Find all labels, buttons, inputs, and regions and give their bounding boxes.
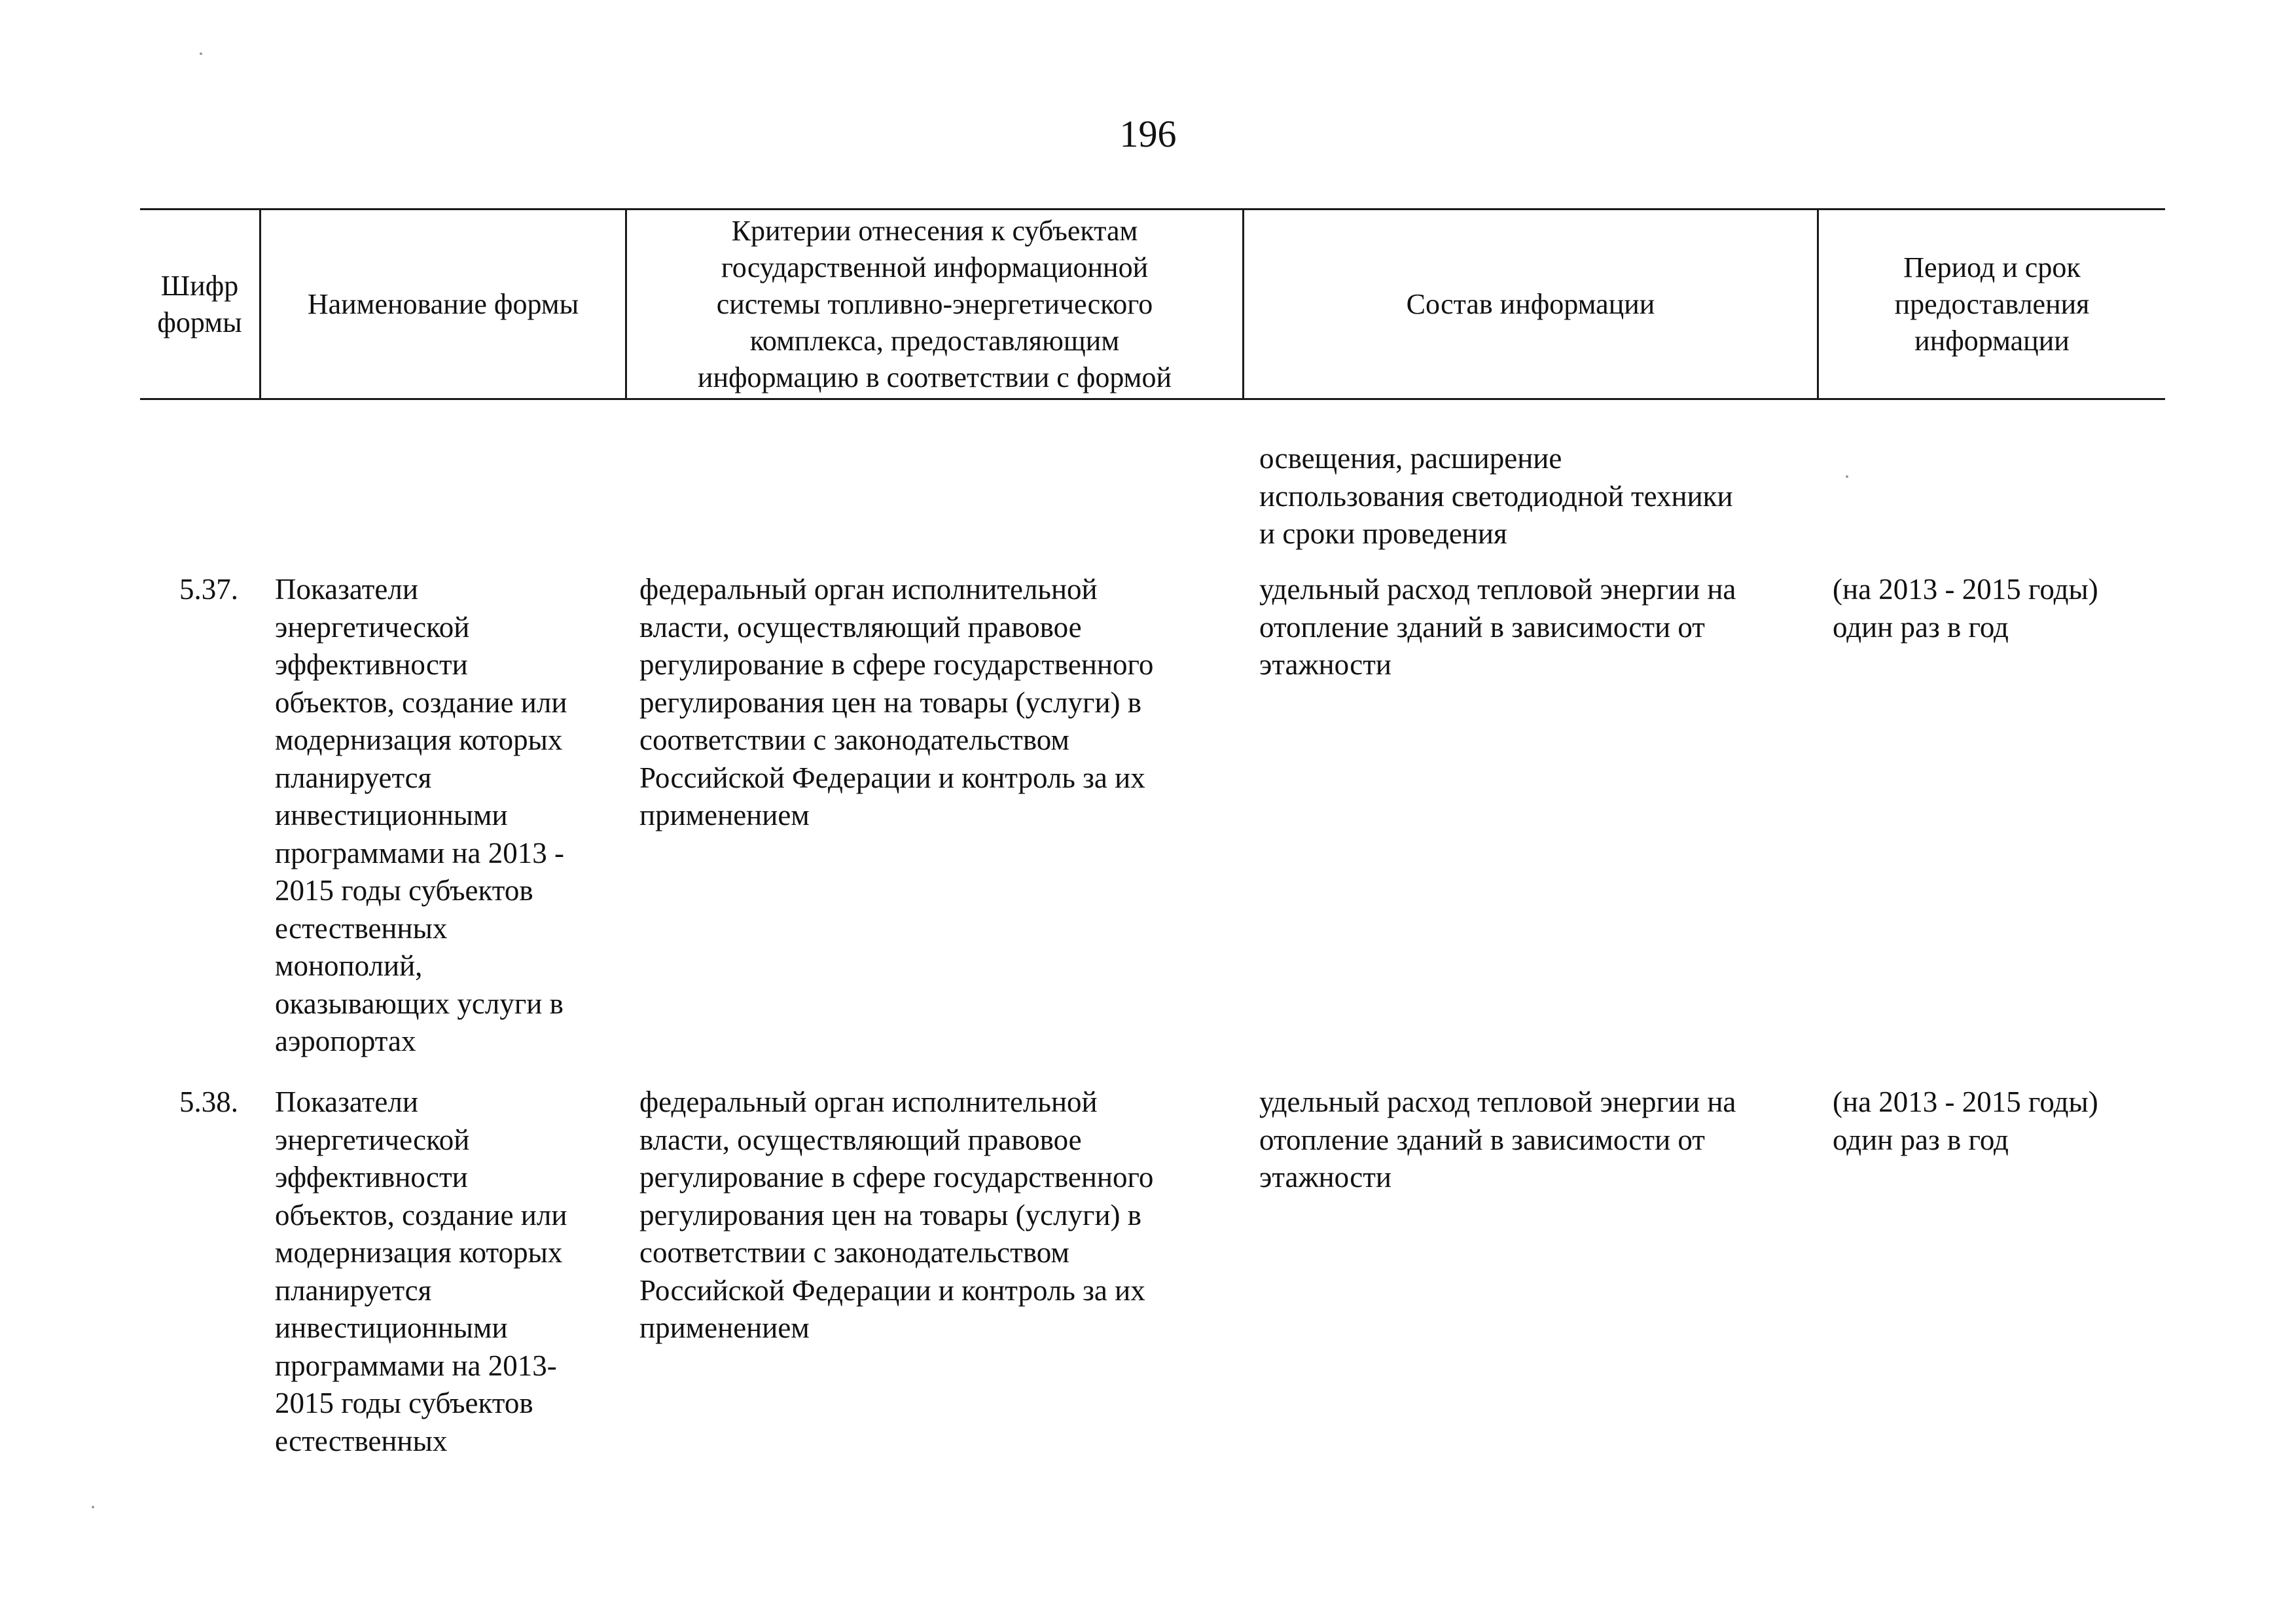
row-form-name: Показатели энергетической эффективности объектов, создание или модернизация которых планируется инвестиционными программами на 2013 - 2015 годы субъектов естественных монополий, оказывающих услуги в аэропортах — [275, 573, 567, 1057]
row-composition: удельный расход тепловой энергии на отопление зданий в зависимости от этажности — [1259, 1085, 1736, 1194]
row-form-name: Показатели энергетической эффективности объектов, создание или модернизация которых планируется инвестиционными программами на 2013- 2015 годы субъектов естественных — [275, 1085, 567, 1457]
scan-speck — [200, 52, 202, 55]
header-composition: Состав информации — [1406, 287, 1655, 320]
header-bottom-rule — [140, 398, 2165, 400]
row-criteria: федеральный орган исполнительной власти, осуществляющий правовое регулирование в сфере государственного регулирования цен на товары (услуги) в соответствии с законодательством Российской Федерации и контроль за их применением — [639, 573, 1154, 831]
row-period: (на 2013 - 2015 годы) один раз в год — [1833, 1085, 2098, 1156]
row-code: 5.38. — [179, 1085, 238, 1118]
header-code: Шифр формы — [157, 269, 242, 338]
header-criteria: Критерии отнесения к субъектам государственной информационной системы топливно-энергетического комплекса, предоставляющим информацию в соответствии с формой — [697, 214, 1172, 393]
header-name: Наименование формы — [307, 287, 579, 320]
row-criteria: федеральный орган исполнительной власти, осуществляющий правовое регулирование в сфере государственного регулирования цен на товары (услуги) в соответствии с законодательством Российской Федерации и контроль за их применением — [639, 1085, 1154, 1344]
header-period: Период и срок предоставления информации — [1894, 251, 2090, 357]
row-code: 5.37. — [179, 573, 238, 606]
page-number: 196 — [1119, 113, 1177, 155]
row-period: (на 2013 - 2015 годы) один раз в год — [1833, 573, 2098, 644]
row-composition: удельный расход тепловой энергии на отопление зданий в зависимости от этажности — [1259, 573, 1736, 681]
scan-speck — [1846, 475, 1848, 478]
continuation-composition: освещения, расширение использования светодиодной техники и сроки проведения — [1259, 442, 1733, 550]
scan-speck — [92, 1506, 94, 1508]
